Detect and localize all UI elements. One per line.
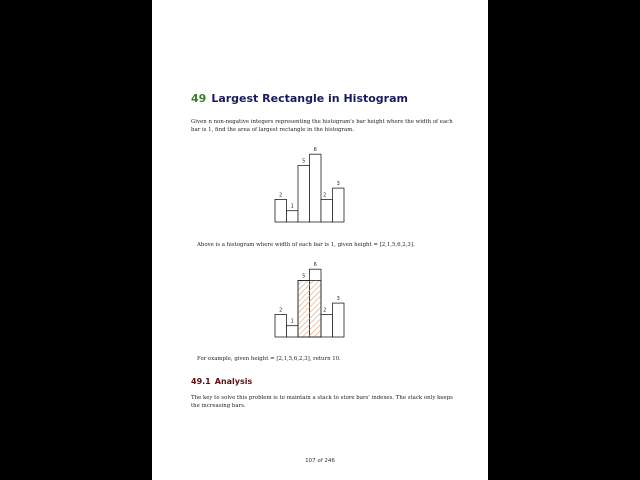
histogram-bar — [298, 166, 310, 223]
histogram-bar — [321, 314, 333, 337]
document-page — [152, 0, 488, 480]
bar-height-label: 2 — [323, 192, 327, 199]
bar-height-label: 1 — [290, 203, 294, 210]
section-heading — [191, 377, 252, 386]
chapter-number: 49 — [191, 92, 207, 105]
histogram-bar — [287, 211, 299, 222]
bar-height-label: 2 — [279, 192, 283, 199]
bar-height-label: 5 — [302, 273, 306, 280]
problem-statement: Given n non-negative integers representing the histogram's bar height where the width of each bar is 1, find the area of largest rectangle in the histogram. — [191, 119, 453, 133]
bar-height-label: 2 — [279, 307, 283, 314]
bar-height-label: 6 — [313, 147, 317, 154]
histogram-bar — [287, 326, 299, 337]
histogram-bar — [310, 154, 322, 222]
bar-height-label: 5 — [302, 158, 306, 165]
bar-height-label: 3 — [336, 296, 340, 303]
section-number: 49.1 — [191, 377, 211, 386]
bar-height-label: 2 — [323, 307, 327, 314]
example-caption: For example, given height = [2,1,5,6,2,3], return 10. — [197, 356, 341, 362]
bar-height-label: 6 — [313, 262, 317, 269]
bar-height-label: 1 — [290, 318, 294, 325]
bar-height-label: 3 — [336, 181, 340, 188]
figure-caption: Above is a histogram where width of each bar is 1, given height = [2,1,5,6,2,3]. — [197, 242, 415, 248]
histogram-bar — [275, 314, 287, 337]
chapter-heading — [191, 92, 408, 105]
histogram-bar — [333, 188, 345, 222]
chapter-title: Largest Rectangle in Histogram — [211, 92, 408, 105]
histogram-figure — [152, 142, 488, 226]
analysis-paragraph: The key to solve this problem is to maintain a stack to store bars' indexes. The stack only keeps the increasing bars. — [191, 395, 453, 409]
histogram-largest-rectangle-figure — [152, 255, 488, 341]
histogram-bar — [275, 199, 287, 222]
section-title: Analysis — [214, 377, 253, 386]
histogram-bar — [333, 303, 345, 337]
largest-rectangle-highlight — [298, 281, 321, 338]
page-indicator: 107 of 246 — [305, 458, 335, 464]
histogram-bar — [321, 199, 333, 222]
